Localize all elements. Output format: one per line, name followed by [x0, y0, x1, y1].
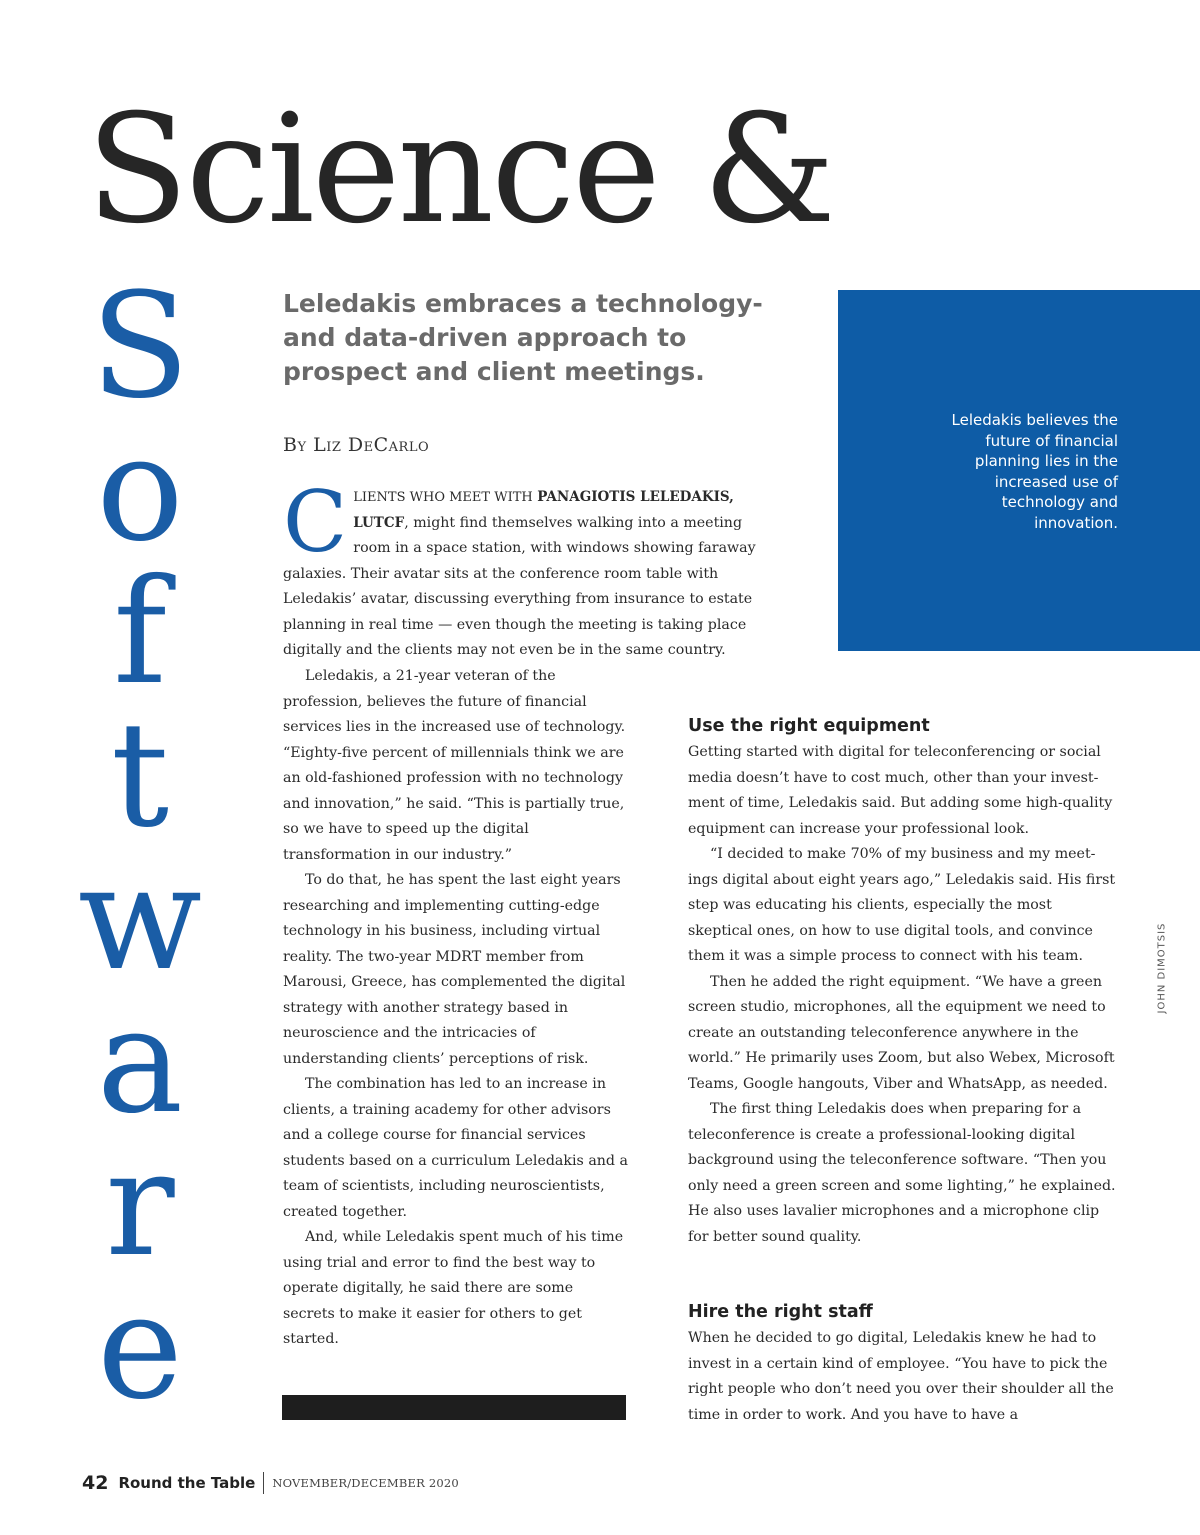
- drop-cap: C: [283, 473, 348, 571]
- headline-letter: e: [97, 1263, 183, 1432]
- headline-letter: S: [90, 262, 190, 431]
- headline-letter: o: [96, 405, 184, 574]
- headline-letter: r: [105, 1120, 175, 1289]
- photo-credit: JOHN DIMOTSIS: [1156, 922, 1168, 1014]
- headline-letter: t: [110, 691, 170, 860]
- body-paragraph: Getting started with digital for teleconferencing or social media doesn’t have to cost much, other than your investment of time, Leledakis said. But adding some high-quality equipment can increase your professional look.: [688, 744, 1113, 837]
- body-paragraph: Leledakis, a 21-year veteran of the profession, believes the future of financial services lies in the increased use of technology. “Eighty-five percent of millennials think we are an old-fashioned profession with no technology and innovation,” he said. “This is partially true, so we have to speed up the digital transformation in our industry.”: [283, 668, 626, 863]
- footer-divider: [263, 1472, 264, 1494]
- headline-letter: a: [96, 977, 184, 1146]
- body-paragraph: The first thing Leledakis does when preparing for a teleconference is create a professional-looking digital background using the teleconference software. “Then you only need a green screen and some lighting,” he explained. He also uses lavalier microphones and a microphone clip for better sound quality.: [688, 1101, 1116, 1245]
- left-column: [283, 664, 628, 1353]
- pull-quote: Leledakis believes the future of financial planning lies in the increased use of technology and innovation.: [951, 411, 1118, 532]
- page-number: 42: [82, 1472, 109, 1494]
- byline: By Liz DeCarlo: [283, 434, 430, 456]
- body-paragraph: Then he added the right equipment. “We have a green screen studio, microphones, all the equipment we need to create an outstanding teleconference anywhere in the world.” He primarily uses Zoom, but also Webex, Microsoft Teams, Google hangouts, Viber and WhatsApp, as needed.: [688, 973, 1115, 1092]
- headline-software-vertical: [40, 262, 240, 1432]
- intro-name: PANAGIOTIS LELEDAKIS, LUTCF: [353, 489, 734, 531]
- headline-letter: w: [77, 834, 203, 1003]
- intro-paragraph: [283, 473, 783, 664]
- body-paragraph: The combination has led to an increase in clients, a training academy for other advisors and a college course for financial services students based on a curriculum Leledakis and a team of scientists, including neuroscientists, created together.: [283, 1076, 628, 1220]
- intro-rest: , might find themselves walking into a meeting room in a space station, with windows showing faraway galaxies. Their avatar sits at the conference room table with Leledakis’ avatar, discussing everything from insurance to estate planning in real time — even though the meeting is taking place digitally and the clients may not even be in the same country.: [283, 514, 756, 658]
- body-paragraph: And, while Leledakis spent much of his time using trial and error to find the best way to operate digitally, he said there are some secrets to make it easier for others to get started.: [283, 1229, 624, 1347]
- body-paragraph: To do that, he has spent the last eight years researching and implementing cutting-edge technology in his business, including virtual reality. The two-year MDRT member from Marousi, Greece, has complemented the digital strategy with another strategy based in neuroscience and the intricacies of understanding clients’ perceptions of risk.: [283, 872, 626, 1067]
- pull-quote-box: [838, 290, 1200, 651]
- intro-lead-in: LIENTS WHO MEET WITH: [353, 490, 533, 505]
- right-column-section1: [688, 740, 1118, 1250]
- headline-letter: f: [113, 548, 167, 717]
- subhead-equipment: Use the right equipment: [688, 716, 930, 736]
- headline-science: Science &: [86, 83, 834, 257]
- right-column-section2: [688, 1326, 1118, 1428]
- decorative-bar: [282, 1395, 626, 1420]
- subhead-staff: Hire the right staff: [688, 1302, 873, 1322]
- body-paragraph: “I decided to make 70% of my business and my meetings digital about eight years ago,” Leledakis said. His first step was educating his clients, especially the most skeptical ones, on how to use digital tools, and convince them it was a simple process to connect with his team.: [688, 846, 1116, 964]
- magazine-name: Round the Table: [118, 1474, 256, 1492]
- issue-date: NOVEMBER/DECEMBER 2020: [272, 1476, 459, 1490]
- body-paragraph: When he decided to go digital, Leledakis knew he had to invest in a certain kind of employee. “You have to pick the right people who don’t need you over their shoulder all the time in order to work. And you have to have a: [688, 1330, 1114, 1423]
- article-deck: Leledakis embraces a technology- and data-driven approach to prospect and client meetings.: [283, 289, 763, 386]
- page-footer: [82, 1472, 459, 1494]
